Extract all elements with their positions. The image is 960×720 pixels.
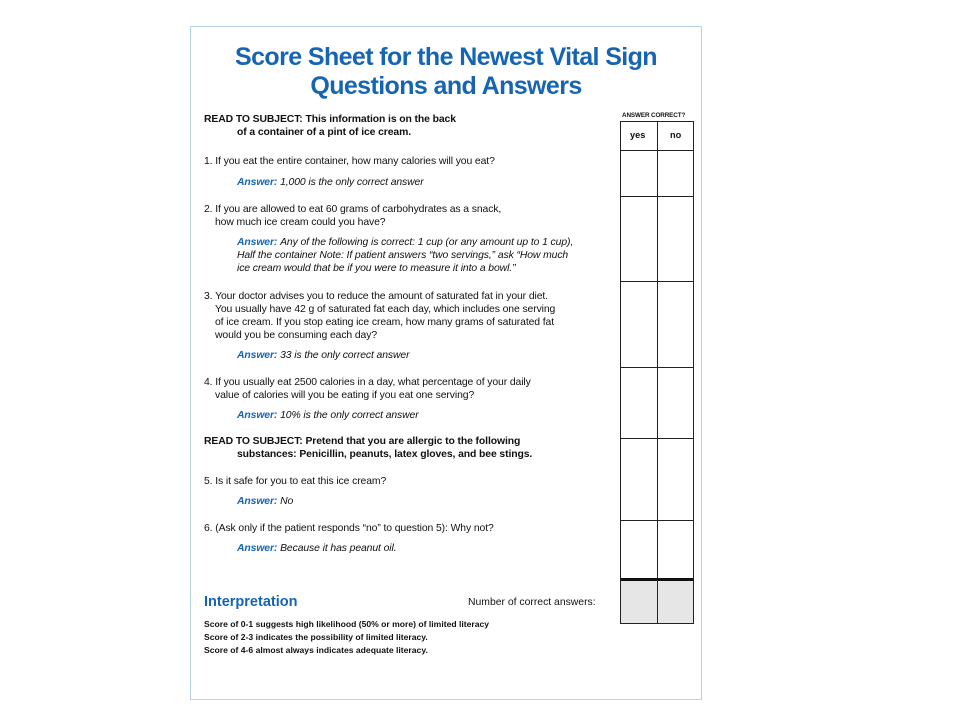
answer-label: Answer: xyxy=(237,177,278,188)
answer-text: 10% is the only correct answer xyxy=(280,410,419,421)
score-sheet xyxy=(190,26,702,700)
total-yes-cell xyxy=(621,581,657,623)
allergy-line-2: substances: Penicillin, peanuts, latex gloves, and bee stings. xyxy=(237,449,533,460)
question-2-line-2: how much ice cream could you have? xyxy=(215,217,386,228)
row-divider xyxy=(621,438,693,439)
question-5: 5. Is it safe for you to eat this ice cream? xyxy=(204,476,387,487)
title-line-2: Questions and Answers xyxy=(310,72,582,100)
question-6: 6. (Ask only if the patient responds “no” to question 5): Why not? xyxy=(204,523,494,534)
no-header: no xyxy=(670,130,682,140)
question-1: 1. If you eat the entire container, how many calories will you eat? xyxy=(204,156,495,167)
yes-header: yes xyxy=(630,130,646,140)
answer-4 xyxy=(237,409,419,422)
row-divider xyxy=(621,150,693,151)
question-2-line-1: 2. If you are allowed to eat 60 grams of carbohydrates as a snack, xyxy=(204,204,502,215)
answer-6 xyxy=(237,542,397,555)
row-divider xyxy=(621,281,693,282)
question-4-line-2: value of calories will you be eating if you eat one serving? xyxy=(215,390,475,401)
answer-5 xyxy=(237,495,293,508)
answer-2-line-3: ice cream would that be if you were to measure it into a bowl.” xyxy=(237,263,516,274)
row-divider xyxy=(621,196,693,197)
answer-label: Answer: xyxy=(237,350,278,361)
answer-2-line-1 xyxy=(237,236,573,249)
question-3-line-2: You usually have 42 g of saturated fat each day, which includes one serving xyxy=(215,304,556,315)
answer-1 xyxy=(237,176,424,189)
allergy-line-1: READ TO SUBJECT: Pretend that you are allergic to the following xyxy=(204,436,521,447)
answer-2-line-2: Half the container Note: If patient answers “two servings,” ask “How much xyxy=(237,250,569,261)
total-no-cell xyxy=(658,581,693,623)
answer-3 xyxy=(237,349,409,362)
score-line-2: Score of 2-3 indicates the possibility of limited literacy. xyxy=(204,632,428,642)
score-line-1: Score of 0-1 suggests high likelihood (50% or more) of limited literacy xyxy=(204,619,490,629)
row-divider xyxy=(621,367,693,368)
answer-label: Answer: xyxy=(237,543,278,554)
answer-label: Answer: xyxy=(237,237,278,248)
answer-text: No xyxy=(280,496,294,507)
answer-correct-grid xyxy=(620,121,694,624)
title-line-1: Score Sheet for the Newest Vital Sign xyxy=(235,43,657,71)
answer-text: 1,000 is the only correct answer xyxy=(280,177,424,188)
interpretation-title: Interpretation xyxy=(204,594,298,610)
total-divider xyxy=(621,578,693,581)
question-3-line-3: of ice cream. If you stop eating ice cream, how many grams of saturated fat xyxy=(215,317,555,328)
intro-line-1: READ TO SUBJECT: This information is on the back xyxy=(204,114,456,125)
score-line-3: Score of 4-6 almost always indicates adequate literacy. xyxy=(204,645,428,655)
question-3-line-4: would you be consuming each day? xyxy=(215,330,378,341)
column-divider xyxy=(657,122,658,623)
question-4-line-1: 4. If you usually eat 2500 calories in a day, what percentage of your daily xyxy=(204,377,531,388)
answer-text: Because it has peanut oil. xyxy=(280,543,397,554)
answer-text: Any of the following is correct: 1 cup (or any amount up to 1 cup), xyxy=(280,237,574,248)
answer-text: 33 is the only correct answer xyxy=(280,350,410,361)
number-correct-label: Number of correct answers: xyxy=(468,597,596,608)
answer-label: Answer: xyxy=(237,496,278,507)
answer-correct-label: ANSWER CORRECT? xyxy=(622,112,686,119)
intro-line-2: of a container of a pint of ice cream. xyxy=(237,127,412,138)
question-3-line-1: 3. Your doctor advises you to reduce the amount of saturated fat in your diet. xyxy=(204,291,548,302)
row-divider xyxy=(621,520,693,521)
answer-label: Answer: xyxy=(237,410,278,421)
